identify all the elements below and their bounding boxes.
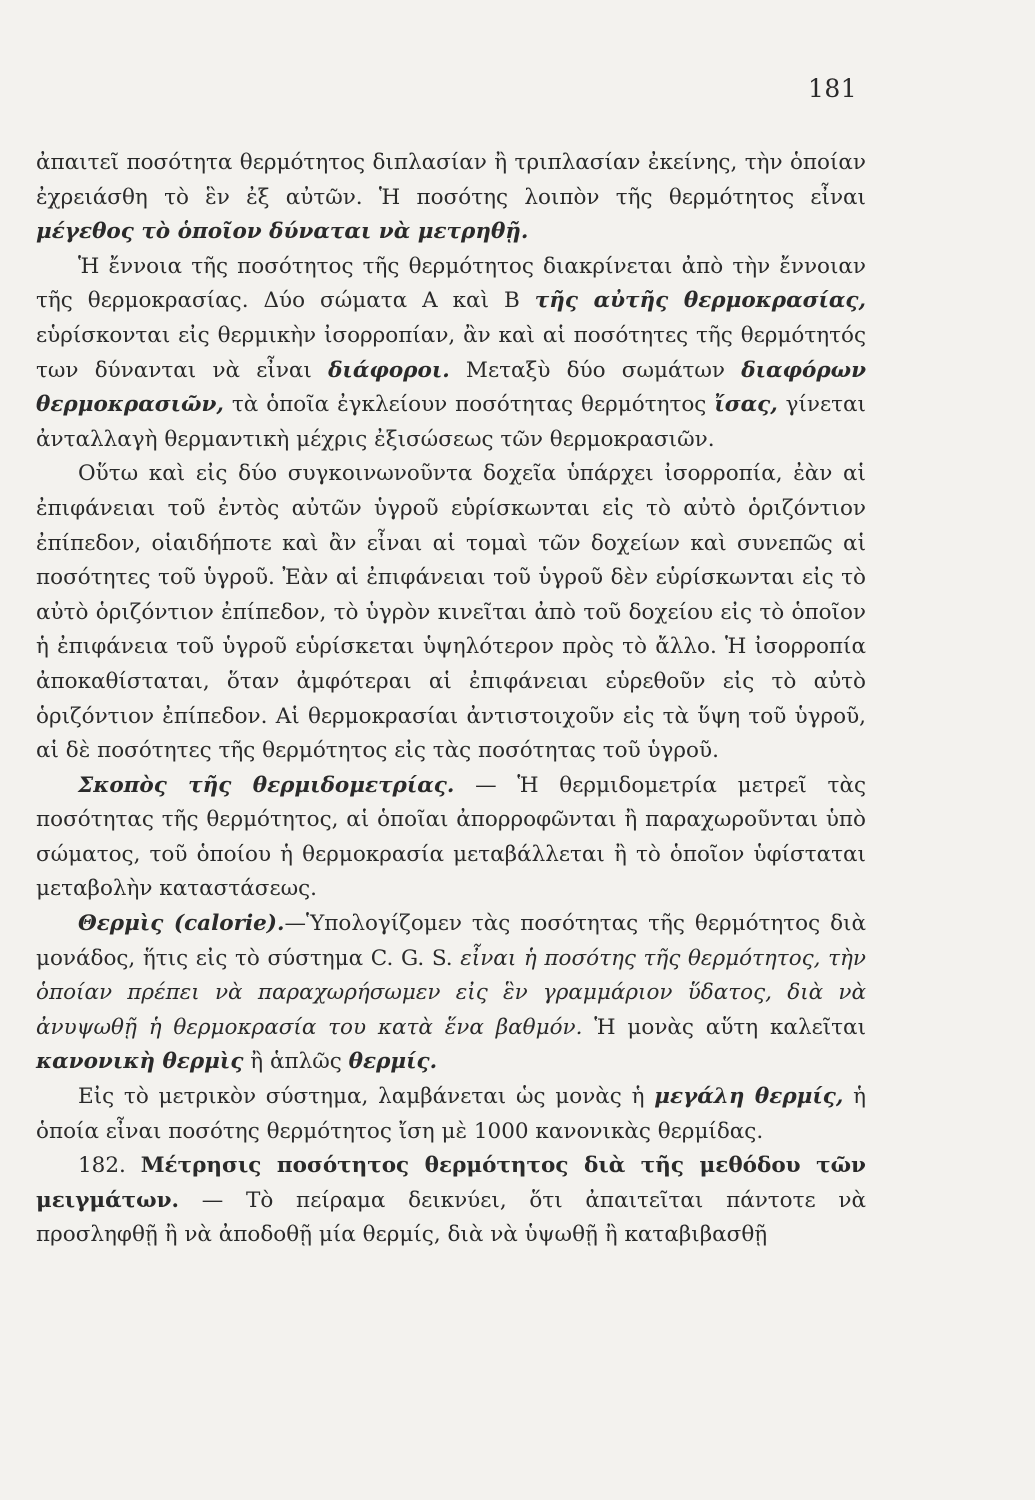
text-run: Οὕτω καὶ εἰς δύο συγκοινωνοῦντα δοχεῖα ὑπάρχει ἰσορροπία, ἐὰν αἱ ἐπιφάνειαι τοῦ ἐντὸς αὐτῶν ὑγροῦ εὑρίσκωνται εἰς τὸ αὐτὸ ὁριζόντιον ἐπίπεδον, οἱαιδήποτε καὶ ἂν εἶναι αἱ τομαὶ τῶν δοχείων καὶ συνεπῶς αἱ ποσότητες τοῦ ὑγροῦ. Ἐὰν αἱ ἐπιφάνειαι τοῦ ὑγροῦ δὲν εὑρίσκωνται εἰς τὸ αὐτὸ ὁριζόντιον ἐπίπεδον, τὸ ὑγρὸν κινεῖται ἀπὸ τοῦ δοχείου εἰς τὸ ὁποῖον ἡ ἐπιφάνεια τοῦ ὑγροῦ εὑρίσκεται ὑψηλότερον πρὸς τὸ ἄλλο. Ἡ ἰσορροπία ἀποκαθίσταται, ὅταν ἀμφότεραι αἱ ἐπιφάνειαι εὑρεθοῦν εἰς τὸ αὐτὸ ὁριζόντιον ἐπίπεδον. Αἱ θερμοκρασίαι ἀντιστοιχοῦν εἰς τὰ ὕψη τοῦ ὑγροῦ, αἱ δὲ ποσότητες τῆς θερμότητος εἰς τὰς ποσότητας τοῦ ὑγροῦ.	[36, 461, 866, 764]
section-title: Σκοπὸς τῆς θερμιδομετρίας.	[78, 772, 455, 798]
emphasis-run: τῆς αὐτῆς θερμοκρασίας,	[534, 288, 867, 314]
emphasis-run: διάφοροι.	[328, 357, 450, 383]
text-run: — Ἡ θερμιδομετρία μετρεῖ τὰς ποσότητας τῆς θερμότητος, αἱ ὁποῖαι ἀπορροφῶνται ἢ παραχωροῦνται ὑπὸ σώματος, τοῦ ὁποίου ἡ θερμοκρασία μεταβάλλεται ἢ τὸ ὁποῖον ὑφίσταται μεταβολὴν καταστάσεως.	[36, 772, 867, 902]
text-run: ἀπαιτεῖ ποσότητα θερμότητος διπλασίαν ἢ τριπλασίαν ἐκείνης, τὴν ὁποίαν ἐχρειάσθη τὸ ἓν ἐξ αὐτῶν. Ἡ ποσότης λοιπὸν τῆς θερμότητος εἶναι	[36, 150, 866, 210]
paragraph-3	[36, 457, 866, 768]
paragraph-7	[36, 1149, 866, 1253]
text-run: Μεταξὺ δύο σωμάτων	[449, 357, 742, 383]
text-run: τὰ ὁποῖα ἐγκλείουν ποσότητας θερμότητος	[223, 392, 715, 418]
section-title: Θερμὶς (calorie).	[78, 911, 285, 937]
text-run: γίνεται ἀνταλλαγὴ θερμαντικὴ μέχρις ἐξισώσεως τῶν θερμοκρασιῶν.	[36, 392, 866, 452]
emphasis-run: διαφόρων θερμοκρασιῶν,	[36, 357, 867, 418]
text-run: Ἡ ἔννοια τῆς ποσότητος τῆς θερμότητος διακρίνεται ἀπὸ τὴν ἔννοιαν τῆς θερμοκρασίας. Δύο σώματα A καὶ B	[36, 253, 866, 314]
body-text	[36, 146, 866, 1253]
definition-run: εἶναι ἡ ποσότης τῆς θερμότητος, τὴν ὁποίαν πρέπει νὰ παραχωρήσωμεν εἰς ἓν γραμμάριον ὕδατος, διὰ νὰ ἀνυψωθῇ ἡ θερμοκρασία του κατὰ ἕνα βαθμόν.	[36, 945, 866, 1040]
page-number: 181	[808, 74, 858, 103]
text-run: —Ὑπολογίζομεν τὰς ποσότητας τῆς θερμότητος διὰ μονάδος, ἥτις εἰς τὸ σύστημα C. G. S.	[36, 911, 866, 971]
text-run: ἡ ὁποία εἶναι ποσότης θερμότητος ἴση μὲ 1000 κανονικὰς θερμίδας.	[36, 1084, 866, 1144]
paragraph-1	[36, 146, 866, 250]
emphasis-run: θερμίς.	[348, 1049, 438, 1075]
section-heading: Μέτρησις ποσότητος θερμότητος διὰ τῆς μεθόδου τῶν μειγμάτων.	[36, 1153, 866, 1213]
emphasis-run: ἴσας,	[714, 392, 778, 418]
text-run: ἢ ἁπλῶς	[243, 1049, 349, 1075]
emphasis-run: μεγάλη θερμίς,	[654, 1084, 844, 1110]
paragraph-4	[36, 769, 866, 907]
text-run: Ἡ μονὰς αὕτη καλεῖται	[582, 1014, 866, 1040]
paragraph-6	[36, 1080, 866, 1149]
emphasis-run: μέγεθος τὸ ὁποῖον δύναται νὰ μετρηθῇ.	[36, 219, 529, 245]
emphasis-run: κανονικὴ θερμὶς	[36, 1049, 244, 1075]
paragraph-2	[36, 250, 866, 458]
text-run: εὑρίσκονται εἰς θερμικὴν ἰσορροπίαν, ἂν καὶ αἱ ποσότητες τῆς θερμότητός των δύνανται νὰ εἶναι	[36, 322, 866, 383]
paragraph-5	[36, 907, 866, 1080]
section-number: 182.	[78, 1153, 126, 1179]
text-run: Εἰς τὸ μετρικὸν σύστημα, λαμβάνεται ὡς μονὰς ἡ	[78, 1084, 655, 1110]
text-run: — Τὸ πείραμα δεικνύει, ὅτι ἀπαιτεῖται πάντοτε νὰ προσληφθῇ ἢ νὰ ἀποδοθῇ μία θερμίς, διὰ νὰ ὑψωθῇ ἢ καταβιβασθῇ	[36, 1187, 866, 1248]
